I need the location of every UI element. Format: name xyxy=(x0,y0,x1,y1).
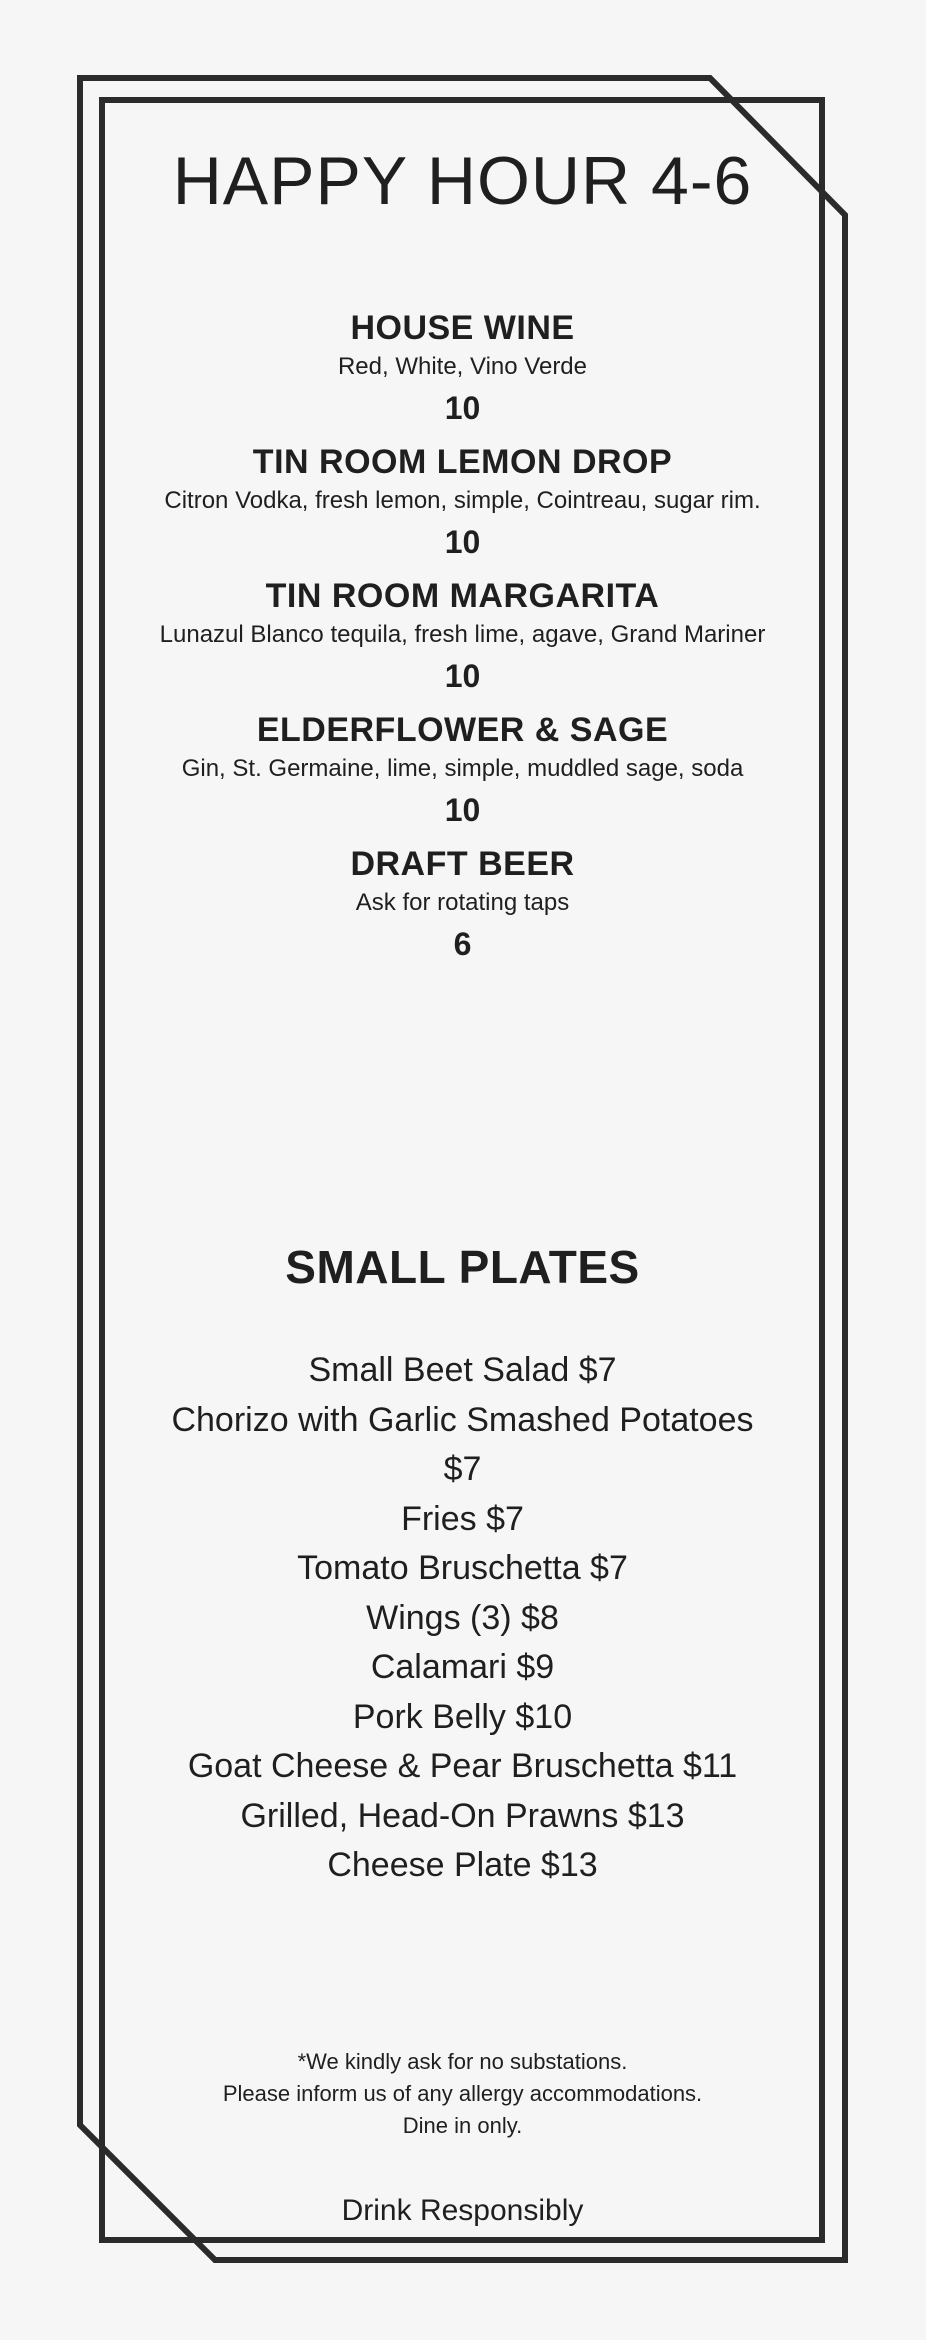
drink-item xyxy=(100,710,825,830)
drink-description: Citron Vodka, fresh lemon, simple, Cointreau, sugar rim. xyxy=(164,487,761,514)
drink-responsibly-footer: Drink Responsibly xyxy=(341,2194,584,2227)
happy-hour-title: HAPPY HOUR 4-6 xyxy=(172,143,753,219)
drink-price: 10 xyxy=(444,390,481,426)
drink-item xyxy=(100,442,825,562)
plate-item: Grilled, Head-On Prawns $13 xyxy=(240,1796,685,1835)
drink-description: Gin, St. Germaine, lime, simple, muddled sage, soda xyxy=(181,755,744,782)
plate-item: Tomato Bruschetta $7 xyxy=(297,1549,628,1587)
drink-price: 10 xyxy=(444,792,481,828)
plate-item: Goat Cheese & Pear Bruschetta $11 xyxy=(187,1747,738,1785)
drinks-list xyxy=(100,308,825,964)
drink-description: Ask for rotating taps xyxy=(355,889,570,916)
plate-item: Calamari $9 xyxy=(370,1648,555,1686)
drink-item xyxy=(100,576,825,696)
plate-item: Fries $7 xyxy=(401,1499,524,1538)
plate-item: Cheese Plate $13 xyxy=(327,1846,598,1884)
small-plates-list xyxy=(100,1346,825,1891)
menu-notes xyxy=(100,2046,825,2142)
drink-name: ELDERFLOWER & SAGE xyxy=(256,711,669,749)
drink-description: Red, White, Vino Verde xyxy=(337,353,588,380)
drink-name: TIN ROOM MARGARITA xyxy=(265,577,660,615)
small-plates-title: SMALL PLATES xyxy=(285,1241,640,1293)
drink-item xyxy=(100,308,825,428)
plate-item: Pork Belly $10 xyxy=(352,1697,573,1736)
drink-price: 10 xyxy=(444,524,481,560)
plate-item: Chorizo with Garlic Smashed Potatoes $7 xyxy=(171,1400,754,1488)
drink-name: TIN ROOM LEMON DROP xyxy=(252,443,673,481)
plate-item: Wings (3) $8 xyxy=(366,1598,559,1637)
drink-price: 10 xyxy=(444,658,481,694)
drink-item xyxy=(100,844,825,964)
drink-name: HOUSE WINE xyxy=(350,309,575,347)
plate-item: Small Beet Salad $7 xyxy=(308,1351,617,1389)
drink-name: DRAFT BEER xyxy=(350,845,575,883)
drink-description: Lunazul Blanco tequila, fresh lime, agave, Grand Mariner xyxy=(159,621,766,648)
note-line: Dine in only. xyxy=(402,2113,523,2138)
note-line: *We kindly ask for no substations. xyxy=(297,2049,628,2074)
drink-price: 6 xyxy=(453,926,472,962)
note-line: Please inform us of any allergy accommodations. xyxy=(222,2081,703,2106)
